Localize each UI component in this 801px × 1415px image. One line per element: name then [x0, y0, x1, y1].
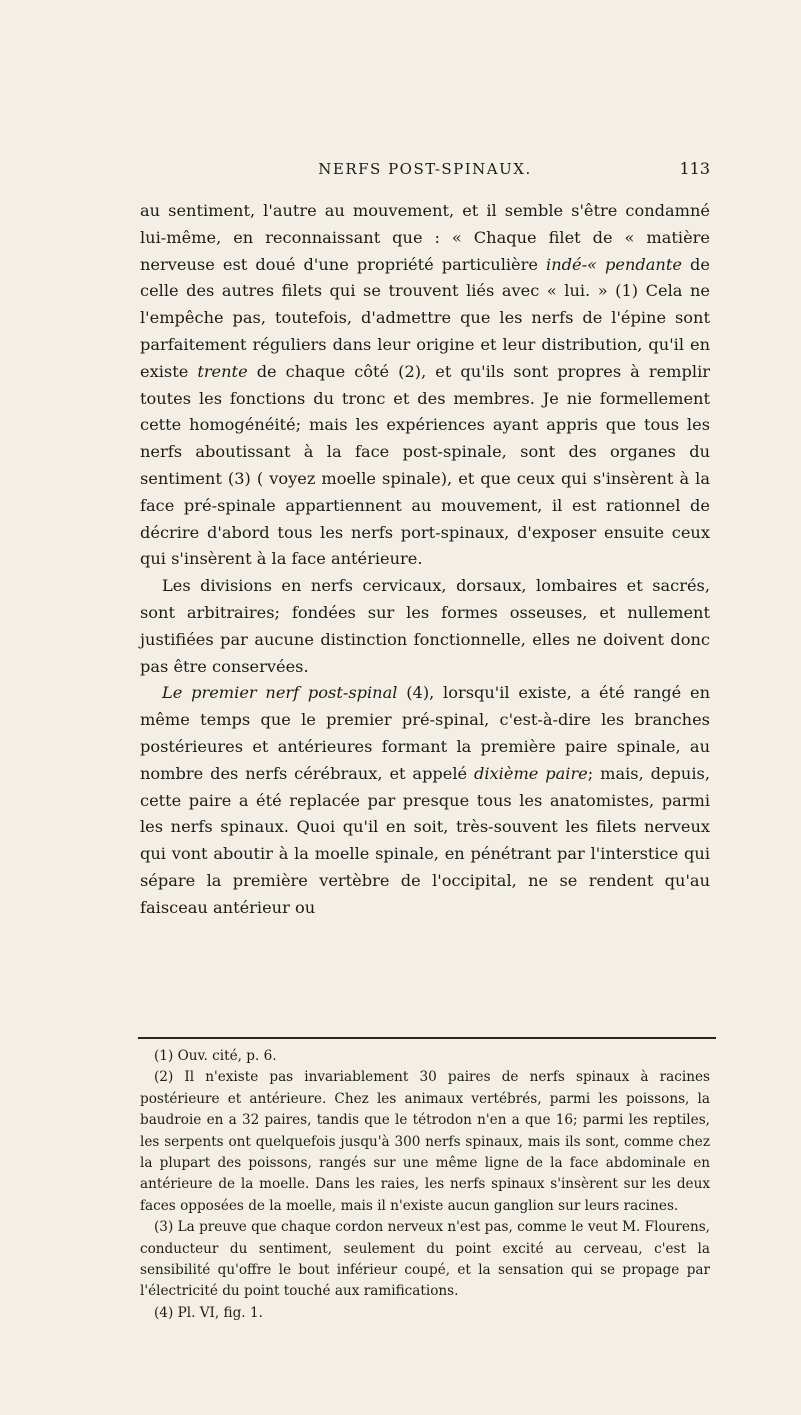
paragraph-1	[140, 198, 710, 573]
running-title: NERFS POST-SPINAUX.	[318, 160, 532, 178]
footnote-4: (4) Pl. VI, fig. 1.	[154, 1304, 263, 1321]
footnotes	[140, 1046, 710, 1324]
text-run: ; mais, depuis, cette paire a été replacée par presque tous les anatomistes, parmi les nerfs spinaux. Quoi qu'il en soit, très-souvent les filets nerveux qui vont aboutir à la moelle spinale, en pénétrant par l'interstice qui sépare la première vertèbre de l'occipital, ne se rendent qu'au faisceau antérieur ou	[140, 763, 710, 917]
footnote-1: (1) Ouv. cité, p. 6.	[154, 1048, 277, 1064]
footnote-divider	[138, 1037, 716, 1039]
text-run: (4), lorsqu'il existe, a été rangé en même temps que le premier pré-spinal, c'est-à-dire les branches postérieures et antérieures formant la première paire spinale, au nombre des nerfs cérébraux, et appelé	[140, 683, 711, 783]
footnote-2: (2) Il n'existe pas invariablement 30 paires de nerfs spinaux à racines postérieure et antérieure. Chez les animaux vertébrés, parmi les poissons, la baudroie en a 32 paires, tandis que le tétrodon n'en a que 16; parmi les reptiles, les serpents ont quelquefois jusqu'à 300 nerfs spinaux, mais ils sont, comme chez la plupart des poissons, rangés sur une même ligne de la face abdominale en antérieure de la moelle. Dans les raies, les nerfs spinaux s'insèrent sur les deux faces opposées de la moelle, mais il n'existe aucun ganglion sur leurs racines.	[140, 1069, 710, 1214]
italic-run: dixième paire	[474, 763, 588, 783]
running-header	[140, 160, 710, 186]
text-run: de chaque côté (2), et qu'ils sont propres à remplir toutes les fonctions du tronc et des membres. Je nie formellement cette homogénéité; mais les expériences ayant appris que tous les nerfs aboutissant à la face post-spinale, sont des organes du sentiment (3) ( voyez moelle spinale), et que ceux qui s'insèrent à la face pré-spinale appartiennent au mouvement, il est rationnel de décrire d'abord tous les nerfs port-spinaux, d'exposer ensuite ceux qui s'insèrent à la face antérieure.	[140, 361, 710, 569]
italic-run: Le premier nerf post-spinal	[162, 683, 398, 703]
main-text	[140, 198, 710, 922]
footnote-3: (3) La preuve que chaque cordon nerveux n'est pas, comme le veut M. Flourens, conducteur du sentiment, seulement du point excité au cerveau, c'est la sensibilité qu'offre le bout inférieur coupé, et la sensation qui se propage par l'électricité du point touché aux ramifications.	[140, 1219, 710, 1300]
paragraph-2: Les divisions en nerfs cervicaux, dorsaux, lombaires et sacrés, sont arbitraires; fondées sur les formes osseuses, et nullement justifiées par aucune distinction fonctionnelle, elles ne doivent donc pas être conservées.	[140, 576, 710, 676]
page-number: 113	[679, 159, 710, 178]
paragraph-3	[140, 680, 710, 921]
italic-run: trente	[197, 361, 248, 381]
italic-run: indé-« pendante	[546, 254, 682, 274]
text-run: au sentiment, l'autre au mouvement, et il semble s'être condamné lui-même, en reconnaissant que : « Chaque filet de « matière nerveuse est doué d'une propriété particulière	[140, 201, 710, 274]
text-run: de celle des autres filets qui se trouvent liés avec « lui. » (1) Cela ne l'empêche pas, toutefois, d'admettre que les nerfs de l'épine sont parfaitement réguliers dans leur origine et leur distribution, qu'il en existe	[140, 254, 710, 381]
